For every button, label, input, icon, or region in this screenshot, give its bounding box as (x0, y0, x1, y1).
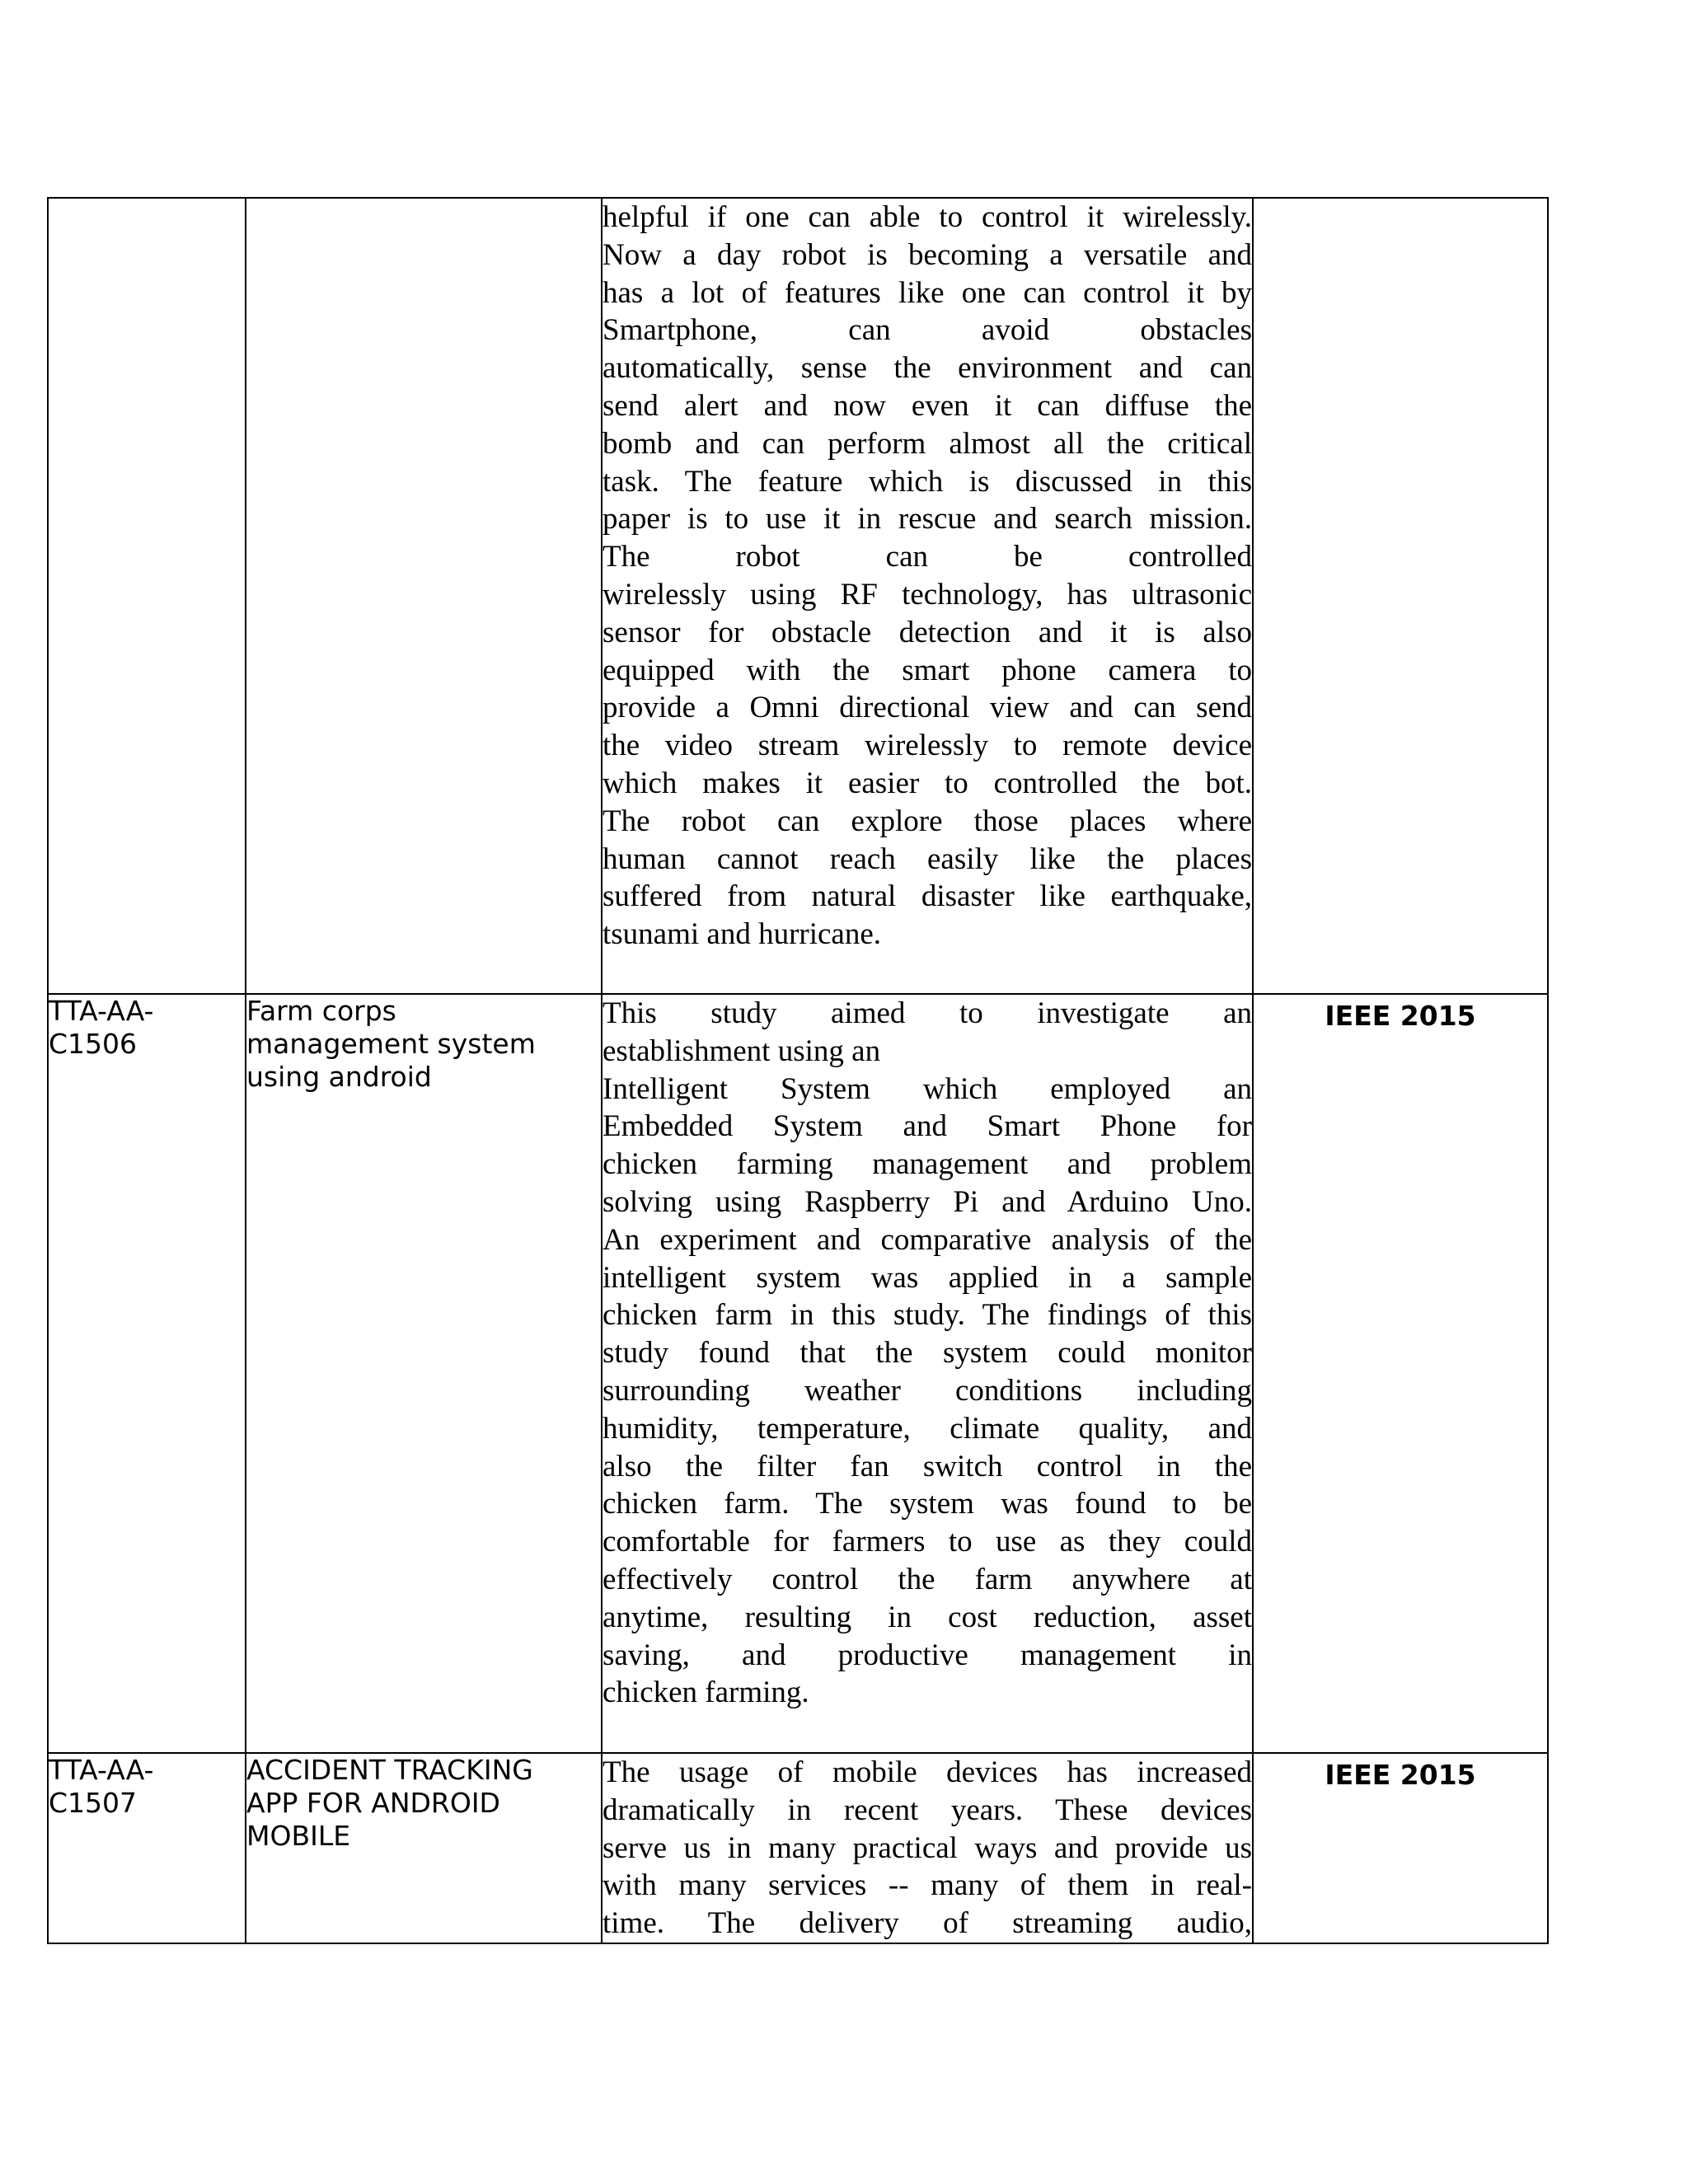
project-title-cell (246, 1753, 602, 1943)
abstract-line: humidity, temperature, climate quality, and (603, 1411, 1252, 1446)
abstract-line: An experiment and comparative analysis of the (603, 1222, 1252, 1257)
abstract-line: study found that the system could monitor (603, 1336, 1252, 1371)
publication-year: IEEE 2015 (1325, 1759, 1476, 1791)
abstract-line: Intelligent System which employed an (603, 1071, 1252, 1106)
abstract-line: establishment using an (603, 1033, 881, 1068)
table-row (48, 994, 1548, 1753)
project-code-line: C1507 (49, 1787, 138, 1819)
abstract-line: the video stream wirelessly to remote device (603, 729, 1252, 763)
abstract-line: also the filter fan switch control in the (603, 1449, 1252, 1483)
abstract-line: comfortable for farmers to use as they could (603, 1525, 1252, 1559)
project-title-line: ACCIDENT TRACKING (246, 1754, 533, 1786)
abstract-line: helpful if one can able to control it wirelessly. (603, 200, 1252, 234)
project-table-body (48, 198, 1548, 1943)
project-title-cell (246, 994, 602, 1753)
abstract-cell (602, 994, 1253, 1753)
project-title-line: Farm corps (246, 995, 396, 1027)
project-code-cell (48, 1753, 246, 1943)
abstract-line: human cannot reach easily like the places (603, 841, 1252, 876)
abstract-line: The robot can be controlled (603, 540, 1252, 574)
abstract-line: This study aimed to investigate an (603, 996, 1252, 1030)
abstract-line: bomb and can perform almost all the critical (603, 426, 1252, 461)
publication-year: IEEE 2015 (1325, 1000, 1476, 1032)
abstract-line: provide a Omni directional view and can send (603, 691, 1252, 725)
abstract-line: tsunami and hurricane. (603, 917, 882, 952)
abstract-line: effectively control the farm anywhere at (603, 1562, 1252, 1596)
abstract-line: dramatically in recent years. These devices (603, 1793, 1252, 1827)
year-cell (1253, 994, 1548, 1753)
project-title-line: management system (246, 1028, 536, 1060)
project-title-line: APP FOR ANDROID (246, 1787, 500, 1819)
abstract-line: equipped with the smart phone camera to (603, 653, 1252, 687)
abstract-line: serve us in many practical ways and provide us (603, 1830, 1252, 1865)
abstract-line: Embedded System and Smart Phone for (603, 1109, 1252, 1144)
abstract-line: paper is to use it in rescue and search mission. (603, 502, 1252, 537)
abstract-line: Now a day robot is becoming a versatile and (603, 237, 1252, 272)
project-code-line: C1506 (49, 1028, 138, 1060)
abstract-line: task. The feature which is discussed in this (603, 464, 1252, 499)
abstract-line: anytime, resulting in cost reduction, asset (603, 1600, 1252, 1634)
abstract-line: which makes it easier to controlled the bot. (603, 766, 1252, 800)
abstract-line: automatically, sense the environment and can (603, 351, 1252, 386)
abstract-line: chicken farm. The system was found to be (603, 1487, 1252, 1521)
table-row (48, 1753, 1548, 1943)
abstract-line: The usage of mobile devices has increased (603, 1755, 1252, 1789)
abstract-line: suffered from natural disaster like earthquake, (603, 879, 1252, 914)
abstract-cell (602, 1753, 1253, 1943)
abstract-line: chicken farm in this study. The findings of this (603, 1298, 1252, 1333)
project-code-cell (48, 994, 246, 1753)
abstract-line: intelligent system was applied in a sample (603, 1260, 1252, 1295)
abstract-cell (602, 198, 1253, 994)
project-title-cell (246, 198, 602, 994)
abstract-line: Smartphone, can avoid obstacles (603, 313, 1252, 348)
abstract-line: with many services -- many of them in real- (603, 1868, 1252, 1903)
abstract-line: solving using Raspberry Pi and Arduino Uno. (603, 1184, 1252, 1219)
project-code-cell (48, 198, 246, 994)
project-table (47, 197, 1549, 1944)
table-row (48, 198, 1548, 994)
abstract-line: has a lot of features like one can control it by (603, 275, 1252, 310)
abstract-line: time. The delivery of streaming audio, (603, 1906, 1252, 1941)
year-cell (1253, 1753, 1548, 1943)
project-code-line: TTA-AA- (49, 1754, 154, 1786)
year-cell (1253, 198, 1548, 994)
abstract-line: sensor for obstacle detection and it is also (603, 615, 1252, 649)
abstract-line: The robot can explore those places where (603, 804, 1252, 838)
abstract-line: wirelessly using RF technology, has ultrasonic (603, 577, 1252, 612)
abstract-line: send alert and now even it can diffuse the (603, 388, 1252, 423)
abstract-line: surrounding weather conditions including (603, 1373, 1252, 1408)
project-title-line: MOBILE (246, 1820, 351, 1852)
abstract-line: chicken farming. (603, 1675, 809, 1710)
project-code-line: TTA-AA- (49, 995, 154, 1027)
abstract-line: chicken farming management and problem (603, 1147, 1252, 1182)
project-title-line: using android (246, 1061, 432, 1093)
abstract-line: saving, and productive management in (603, 1638, 1252, 1672)
